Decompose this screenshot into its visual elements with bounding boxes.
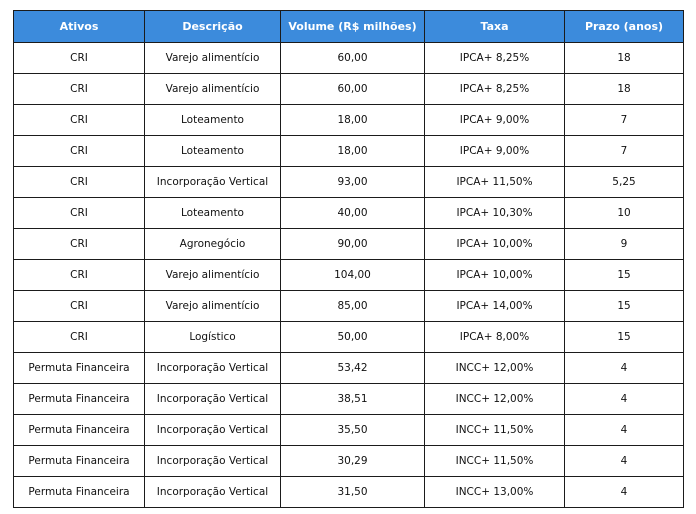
table-row (14, 477, 684, 508)
cell-prazo: 18 (565, 74, 684, 105)
cell-taxa: IPCA+ 14,00% (425, 291, 565, 322)
cell-taxa: IPCA+ 10,30% (425, 198, 565, 229)
cell-descricao: Logístico (145, 322, 281, 353)
cell-ativos: CRI (14, 136, 145, 167)
header-descricao: Descrição (145, 11, 281, 43)
cell-descricao: Incorporação Vertical (145, 167, 281, 198)
cell-descricao: Incorporação Vertical (145, 446, 281, 477)
cell-ativos: CRI (14, 198, 145, 229)
cell-volume: 60,00 (281, 43, 425, 74)
assets-table (13, 10, 684, 508)
cell-volume: 38,51 (281, 384, 425, 415)
cell-taxa: INCC+ 13,00% (425, 477, 565, 508)
cell-taxa: IPCA+ 10,00% (425, 260, 565, 291)
cell-prazo: 15 (565, 322, 684, 353)
cell-volume: 53,42 (281, 353, 425, 384)
table-row (14, 167, 684, 198)
cell-volume: 40,00 (281, 198, 425, 229)
cell-prazo: 9 (565, 229, 684, 260)
cell-volume: 60,00 (281, 74, 425, 105)
cell-volume: 85,00 (281, 291, 425, 322)
cell-descricao: Loteamento (145, 198, 281, 229)
cell-prazo: 7 (565, 105, 684, 136)
cell-prazo: 4 (565, 415, 684, 446)
cell-volume: 50,00 (281, 322, 425, 353)
table-row (14, 446, 684, 477)
cell-volume: 35,50 (281, 415, 425, 446)
cell-volume: 93,00 (281, 167, 425, 198)
cell-descricao: Agronegócio (145, 229, 281, 260)
cell-descricao: Varejo alimentício (145, 43, 281, 74)
cell-ativos: CRI (14, 105, 145, 136)
cell-descricao: Incorporação Vertical (145, 353, 281, 384)
cell-prazo: 18 (565, 43, 684, 74)
table-row (14, 291, 684, 322)
cell-taxa: IPCA+ 8,25% (425, 74, 565, 105)
cell-descricao: Varejo alimentício (145, 260, 281, 291)
cell-prazo: 7 (565, 136, 684, 167)
cell-taxa: IPCA+ 9,00% (425, 136, 565, 167)
cell-prazo: 5,25 (565, 167, 684, 198)
cell-volume: 90,00 (281, 229, 425, 260)
cell-volume: 104,00 (281, 260, 425, 291)
cell-taxa: IPCA+ 8,25% (425, 43, 565, 74)
cell-descricao: Loteamento (145, 136, 281, 167)
cell-ativos: Permuta Financeira (14, 415, 145, 446)
cell-taxa: IPCA+ 9,00% (425, 105, 565, 136)
cell-prazo: 4 (565, 446, 684, 477)
cell-descricao: Loteamento (145, 105, 281, 136)
table-row (14, 105, 684, 136)
cell-prazo: 10 (565, 198, 684, 229)
header-taxa: Taxa (425, 11, 565, 43)
cell-ativos: Permuta Financeira (14, 384, 145, 415)
cell-taxa: INCC+ 12,00% (425, 353, 565, 384)
cell-prazo: 15 (565, 291, 684, 322)
table-row (14, 43, 684, 74)
table-row (14, 74, 684, 105)
cell-descricao: Varejo alimentício (145, 74, 281, 105)
cell-ativos: CRI (14, 291, 145, 322)
table-row (14, 136, 684, 167)
cell-ativos: CRI (14, 322, 145, 353)
cell-prazo: 4 (565, 477, 684, 508)
cell-prazo: 4 (565, 384, 684, 415)
table-row (14, 384, 684, 415)
cell-descricao: Incorporação Vertical (145, 384, 281, 415)
header-prazo: Prazo (anos) (565, 11, 684, 43)
cell-ativos: CRI (14, 260, 145, 291)
table-row (14, 322, 684, 353)
cell-ativos: CRI (14, 229, 145, 260)
table-header-row (14, 11, 684, 43)
cell-ativos: Permuta Financeira (14, 353, 145, 384)
cell-taxa: INCC+ 11,50% (425, 415, 565, 446)
cell-descricao: Incorporação Vertical (145, 415, 281, 446)
cell-prazo: 15 (565, 260, 684, 291)
cell-prazo: 4 (565, 353, 684, 384)
table-row (14, 415, 684, 446)
header-ativos: Ativos (14, 11, 145, 43)
cell-taxa: IPCA+ 11,50% (425, 167, 565, 198)
cell-descricao: Incorporação Vertical (145, 477, 281, 508)
cell-taxa: IPCA+ 8,00% (425, 322, 565, 353)
header-volume: Volume (R$ milhões) (281, 11, 425, 43)
cell-ativos: Permuta Financeira (14, 477, 145, 508)
table-row (14, 229, 684, 260)
cell-volume: 18,00 (281, 105, 425, 136)
cell-descricao: Varejo alimentício (145, 291, 281, 322)
cell-taxa: INCC+ 11,50% (425, 446, 565, 477)
table-row (14, 198, 684, 229)
cell-ativos: CRI (14, 43, 145, 74)
table-row (14, 260, 684, 291)
table-row (14, 353, 684, 384)
cell-volume: 18,00 (281, 136, 425, 167)
cell-volume: 31,50 (281, 477, 425, 508)
cell-ativos: Permuta Financeira (14, 446, 145, 477)
table-container (13, 10, 683, 508)
cell-ativos: CRI (14, 74, 145, 105)
cell-ativos: CRI (14, 167, 145, 198)
cell-volume: 30,29 (281, 446, 425, 477)
cell-taxa: INCC+ 12,00% (425, 384, 565, 415)
cell-taxa: IPCA+ 10,00% (425, 229, 565, 260)
